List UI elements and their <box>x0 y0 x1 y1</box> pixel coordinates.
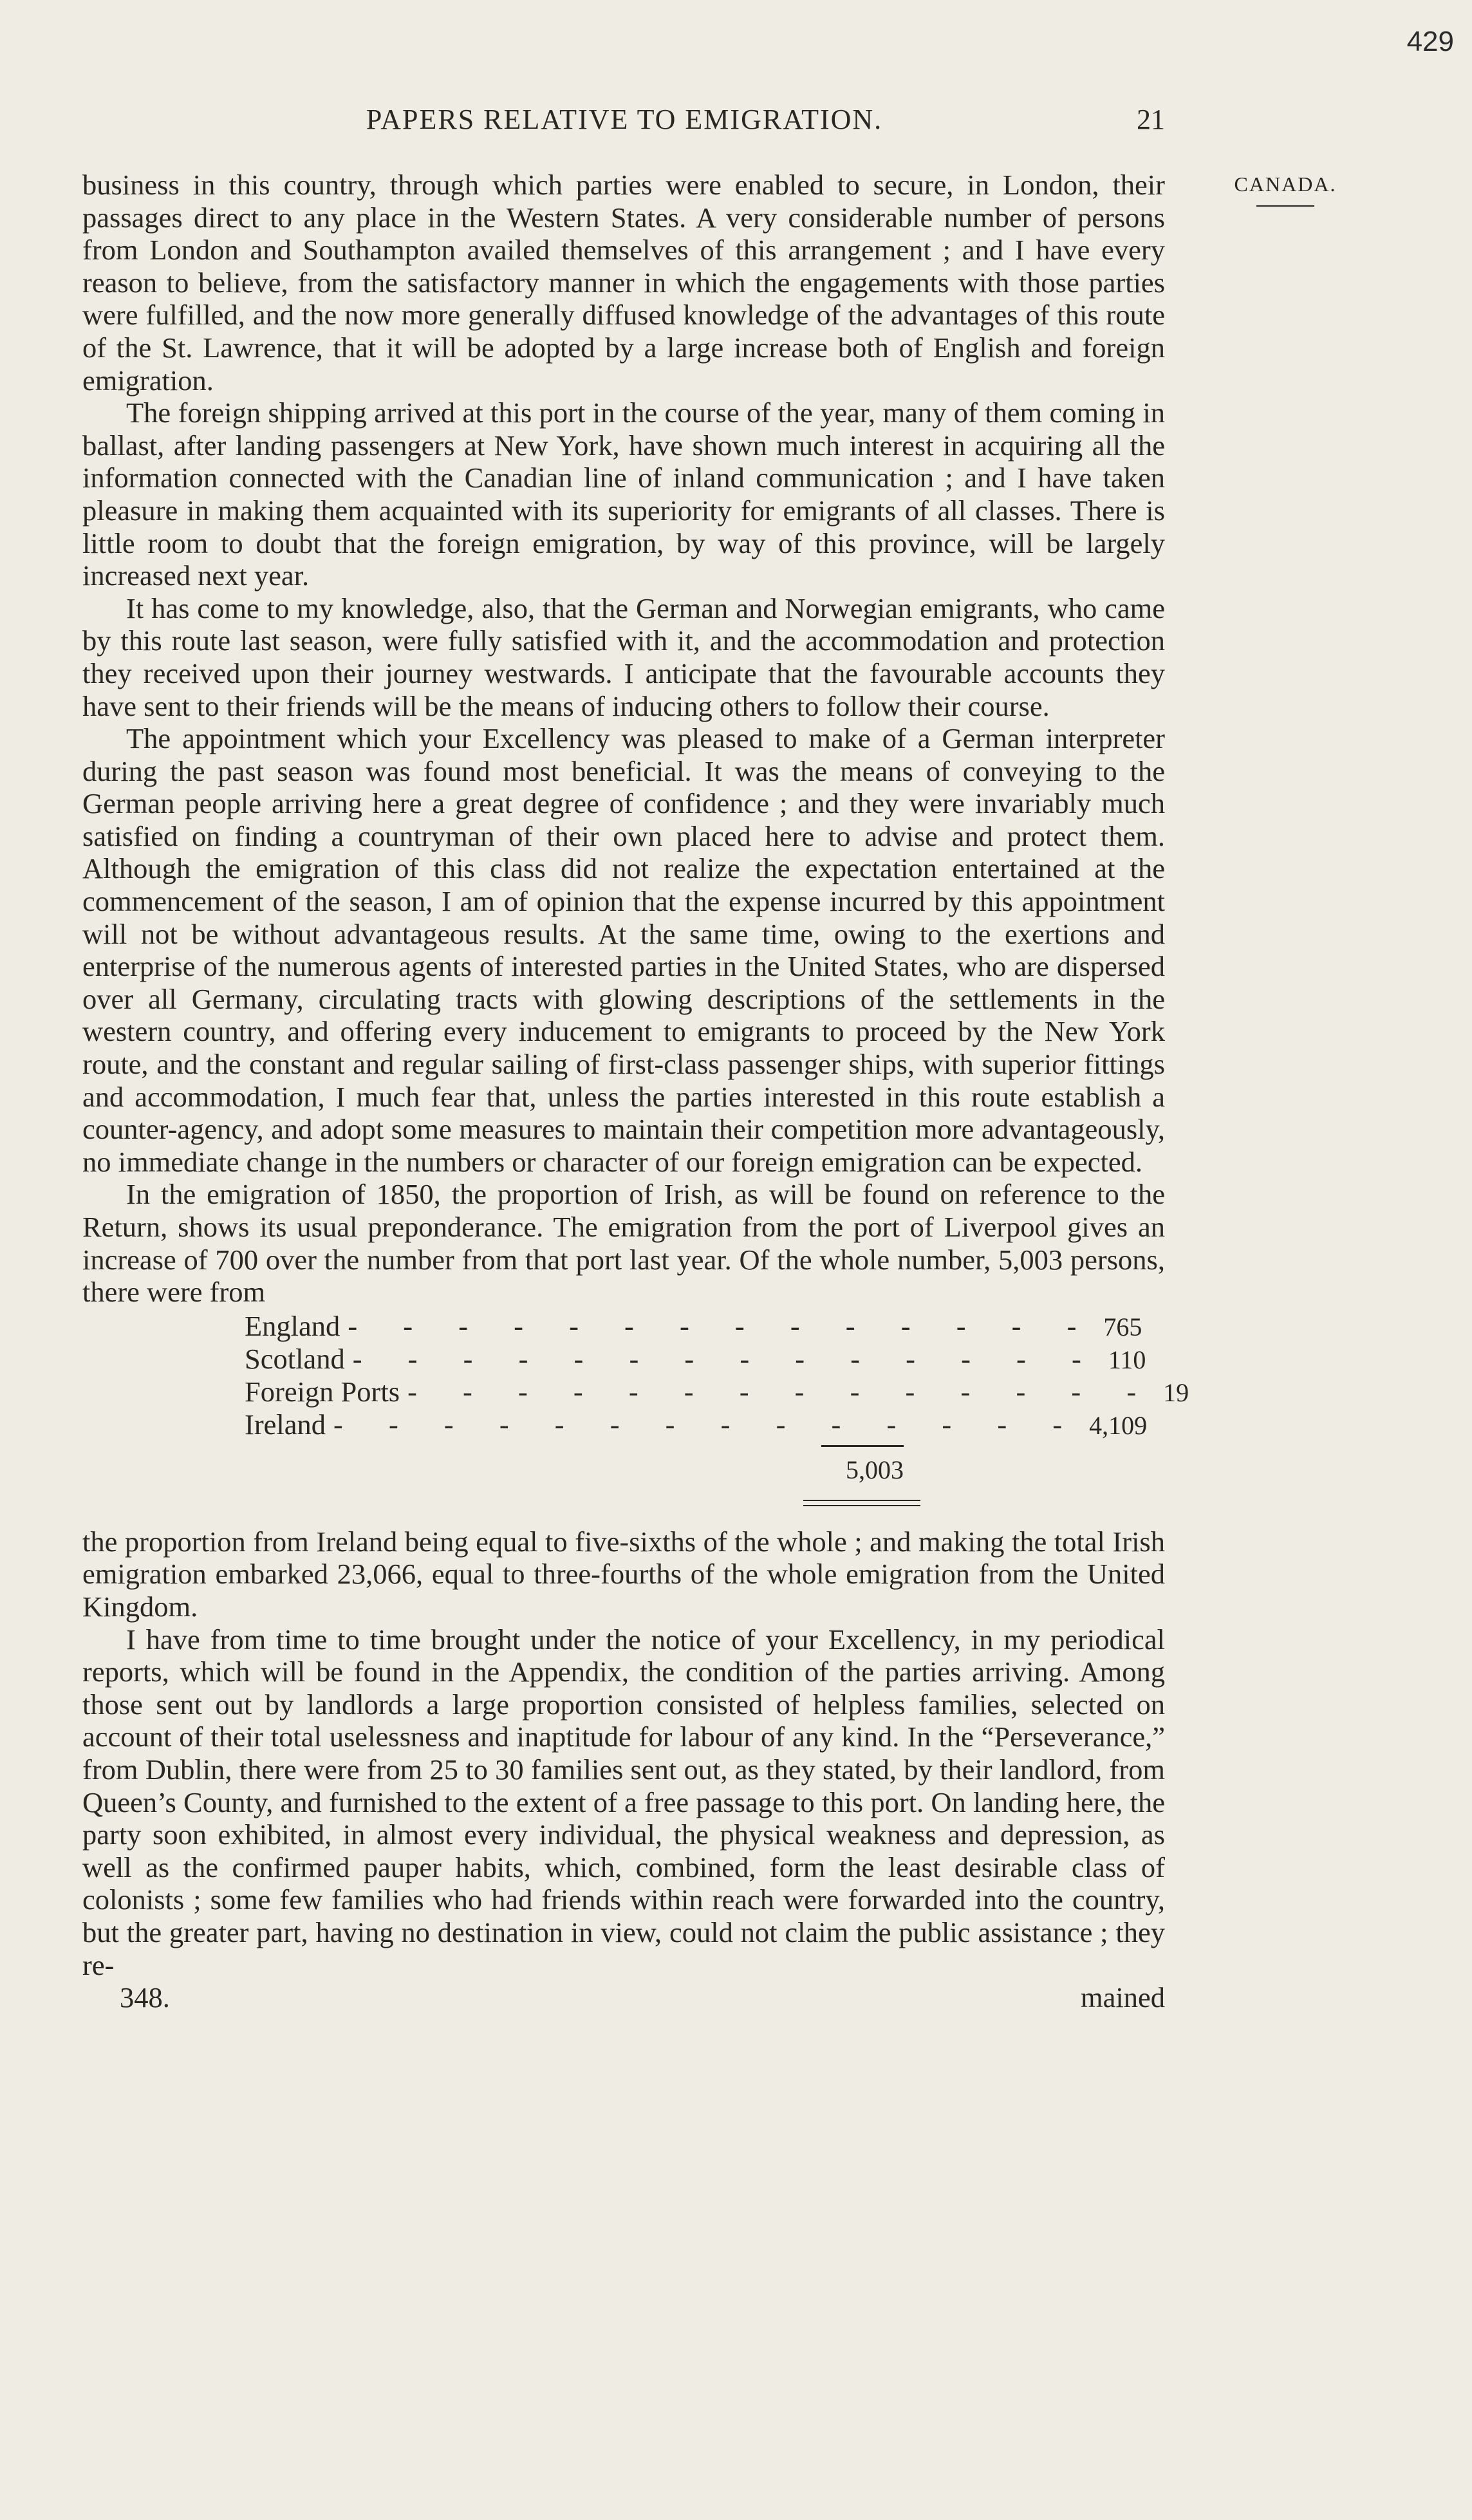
running-head-title: PAPERS RELATIVE TO EMIGRATION. <box>366 104 883 135</box>
table-row <box>245 1342 1146 1376</box>
paragraph: The foreign shipping arrived at this port in the course of the year, many of them coming in ballast, after landing passengers at New York, have shown much interest in acquiring all the information connected with the Canadian line of inland communication ; and I have taken pleasure in making them acquainted with its superiority for emigrants of all classes. There is little room to doubt that the foreign emigration, by way of this province, will be largely increased next year. <box>82 397 1165 592</box>
body-text <box>82 169 1189 2014</box>
paragraph: In the emigration of 1850, the proportion of Irish, as will be found on reference to the Return, shows its usual preponderance. The emigration from the port of Liverpool gives an increase of 700 over the number from that port last year. Of the whole number, 5,003 persons, there were from <box>82 1178 1165 1309</box>
running-head <box>84 103 1165 136</box>
origin-label: England <box>245 1309 340 1342</box>
page-number-stamp: 429 <box>1406 26 1454 57</box>
origin-label: Scotland <box>245 1342 345 1375</box>
dot-leader: - - - - - - - - - - - - - - <box>348 1309 1096 1342</box>
catchword: mained <box>1081 1981 1165 2014</box>
page-footer <box>82 1981 1165 2014</box>
margin-note-rule <box>1256 205 1314 207</box>
double-rule <box>803 1500 920 1506</box>
origin-count: 765 <box>1103 1312 1142 1341</box>
margin-note <box>1224 173 1346 207</box>
paragraph: business in this country, through which parties were enabled to secure, in London, their passages direct to any place in the Western States. A very considerable number of persons from London and Southampton availed themselves of this arrangement ; and I have every reason to believe, from the satisfactory manner in which the engagements with those parties were fulfilled, and the now more generally diffused knowledge of the advantages of this route of the St. Lawrence, that it will be adopted by a large increase both of English and foreign emigration. <box>82 169 1165 397</box>
total-count: 5,003 <box>846 1455 904 1484</box>
paragraph: The appointment which your Excellency was pleased to make of a German interpreter during the past season was found most beneficial. It was the means of conveying to the German people arriving here a great degree of confidence ; and they were invariably much satisfied on finding a countryman of their own placed here to advise and protect them. Although the emigration of this class did not realize the expectation entertained at the commencement of the season, I am of opinion that the expense incurred by this appointment will not be without advantageous results. At the same time, owing to the exertions and enterprise of the numerous agents of interested parties in the United States, who are dispersed over all Germany, circulating tracts with glowing descriptions of the settlements in the western country, and offering every inducement to emigrants to proceed by the New York route, and the constant and regular sailing of first-class passenger ships, with superior fittings and accommodation, I much fear that, unless the parties interested in this route establish a counter-agency, and adopt some measures to maintain their competition more advantageously, no immediate change in the numbers or character of our foreign emigration can be expected. <box>82 722 1165 1178</box>
origin-count: 4,109 <box>1089 1410 1148 1440</box>
page-folio: 21 <box>1137 104 1165 135</box>
origin-count: 110 <box>1108 1345 1146 1374</box>
table-row <box>245 1309 1142 1343</box>
paragraph: the proportion from Ireland being equal to five-sixths of the whole ; and making the total Irish emigration embarked 23,066, equal to three-fourths of the whole emigration from the United Kingdom. <box>82 1525 1165 1623</box>
paragraph: I have from time to time brought under the notice of your Excellency, in my periodical reports, which will be found in the Appendix, the condition of the parties arriving. Among those sent out by landlords a large proportion consisted of helpless families, selected on account of their total uselessness and inaptitude for labour of any kind. In the “Perseverance,” from Dublin, there were from 25 to 30 families sent out, as they stated, by their landlord, from Queen’s County, and furnished to the extent of a free passage to this port. On landing here, the party soon exhibited, in almost every individual, the physical weakness and depression, as well as the confirmed pauper habits, which, combined, form the least desirable class of colonists ; some few families who had friends within reach were forwarded into the country, but the greater part, having no destination in view, could not claim the public assistance ; they re- <box>82 1623 1165 1981</box>
dot-leader: - - - - - - - - - - - - - - <box>333 1408 1082 1441</box>
signature-mark: 348. <box>120 1981 170 2014</box>
table-row <box>245 1375 1189 1408</box>
emigration-origin-table <box>245 1309 1189 1506</box>
sum-rule <box>821 1445 904 1447</box>
paragraph: It has come to my knowledge, also, that the German and Norwegian emigrants, who came by this route last season, were fully satisfied with it, and the accommodation and protection they received upon their journey westwards. I anticipate that the favourable accounts they have sent to their friends will be the means of inducing others to follow their course. <box>82 592 1165 722</box>
origin-label: Ireland <box>245 1408 326 1441</box>
origin-count: 19 <box>1163 1377 1189 1407</box>
margin-note-label: CANADA. <box>1234 173 1337 196</box>
origin-label: Foreign Ports <box>245 1375 400 1408</box>
dot-leader: - - - - - - - - - - - - - - <box>407 1375 1156 1408</box>
table-row <box>245 1408 1148 1441</box>
dot-leader: - - - - - - - - - - - - - - <box>352 1342 1101 1375</box>
